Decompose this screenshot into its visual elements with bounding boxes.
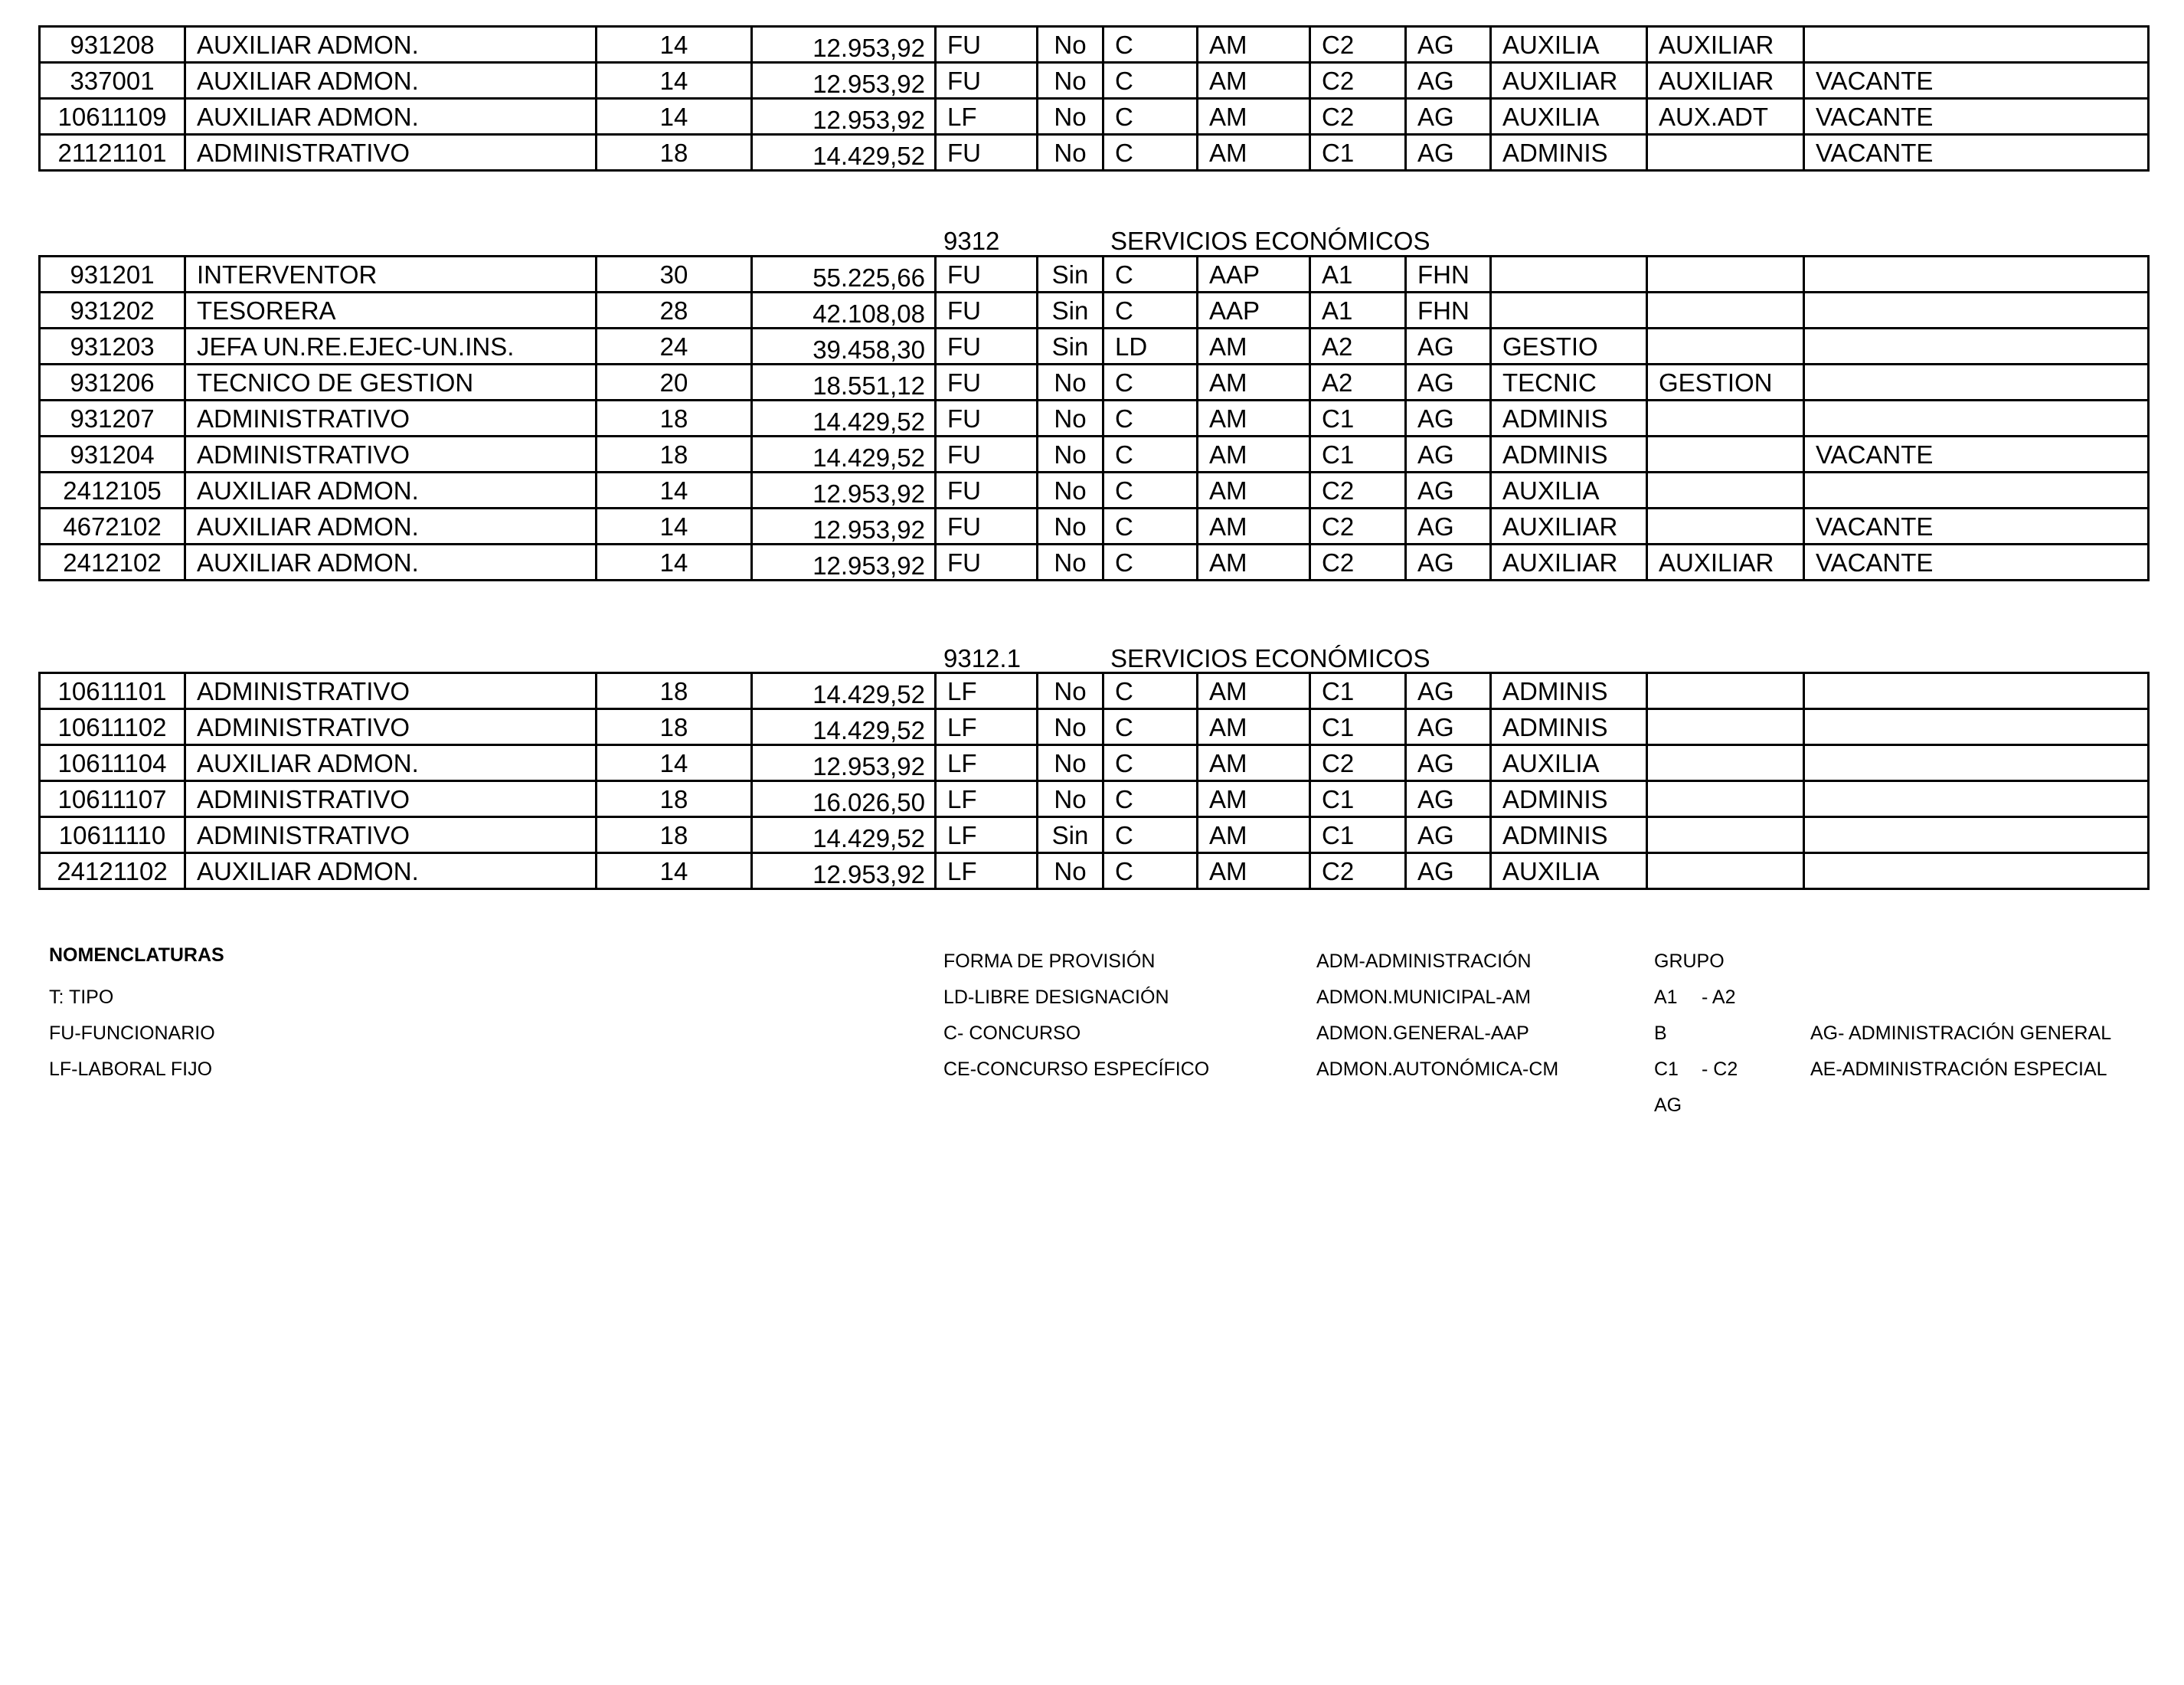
subescala-cell: AUXILIAR: [1491, 63, 1647, 99]
legend-provision-ld: LD-LIBRE DESIGNACIÓN: [943, 986, 1169, 1008]
annual-amount-cell: 14.429,52: [752, 401, 936, 437]
administracion-cell: AM: [1198, 329, 1310, 365]
tipo-cell: LF: [936, 745, 1038, 781]
tipo-cell: FU: [936, 401, 1038, 437]
legend-tipo-lf: LF-LABORAL FIJO: [49, 1058, 213, 1080]
subescala-cell: [1491, 257, 1647, 293]
section-number: 9312: [943, 227, 1000, 255]
administracion-cell: AM: [1198, 27, 1310, 63]
legend-grupo-ag: AG: [1654, 1094, 1682, 1116]
annual-amount-cell: 12.953,92: [752, 745, 936, 781]
administracion-cell: AM: [1198, 817, 1310, 853]
clase-cell: [1647, 745, 1804, 781]
position-code-cell: 10611102: [40, 709, 185, 745]
legend-adm-am: ADMON.MUNICIPAL-AM: [1316, 986, 1532, 1008]
escala-cell: AG: [1406, 853, 1491, 889]
grupo-cell: C2: [1310, 745, 1406, 781]
position-code-cell: 2412105: [40, 473, 185, 509]
escala-cell: AG: [1406, 473, 1491, 509]
annual-amount-cell: 18.551,12: [752, 365, 936, 401]
extra-cell: Sin: [1038, 293, 1103, 329]
escala-cell: AG: [1406, 709, 1491, 745]
clase-cell: AUXILIAR: [1647, 545, 1804, 581]
tipo-cell: LF: [936, 709, 1038, 745]
escala-cell: AG: [1406, 99, 1491, 135]
section-number: 9312.1: [943, 644, 1021, 672]
table-row: [40, 293, 2149, 329]
legend-adm-cm: ADMON.AUTONÓMICA-CM: [1316, 1058, 1559, 1080]
tipo-cell: FU: [936, 509, 1038, 545]
level-cell: 14: [597, 99, 752, 135]
grupo-cell: C1: [1310, 673, 1406, 709]
extra-cell: No: [1038, 545, 1103, 581]
extra-cell: No: [1038, 135, 1103, 171]
clase-cell: [1647, 853, 1804, 889]
legend-tipo-fu: FU-FUNCIONARIO: [49, 1022, 215, 1044]
extra-cell: Sin: [1038, 329, 1103, 365]
position-name-cell: JEFA UN.RE.EJEC-UN.INS.: [185, 329, 597, 365]
extra-cell: No: [1038, 63, 1103, 99]
position-name-cell: AUXILIAR ADMON.: [185, 27, 597, 63]
administracion-cell: AAP: [1198, 257, 1310, 293]
position-code-cell: 21121101: [40, 135, 185, 171]
table-row: [40, 135, 2149, 171]
escala-cell: AG: [1406, 401, 1491, 437]
provision-cell: C: [1103, 545, 1198, 581]
subescala-cell: AUXILIA: [1491, 99, 1647, 135]
clase-cell: [1647, 135, 1804, 171]
escala-cell: AG: [1406, 781, 1491, 817]
administracion-cell: AM: [1198, 709, 1310, 745]
administracion-cell: AM: [1198, 437, 1310, 473]
positions-table-9312-1: [38, 672, 2150, 890]
table-row: [40, 63, 2149, 99]
grupo-cell: C2: [1310, 509, 1406, 545]
administracion-cell: AM: [1198, 673, 1310, 709]
grupo-cell: C1: [1310, 135, 1406, 171]
table-row: [40, 745, 2149, 781]
tipo-cell: FU: [936, 365, 1038, 401]
grupo-cell: C2: [1310, 63, 1406, 99]
clase-cell: [1647, 709, 1804, 745]
position-name-cell: ADMINISTRATIVO: [185, 437, 597, 473]
provision-cell: C: [1103, 437, 1198, 473]
escala-cell: AG: [1406, 27, 1491, 63]
clase-cell: AUXILIAR: [1647, 27, 1804, 63]
provision-cell: C: [1103, 817, 1198, 853]
legend-grupo-title: GRUPO: [1654, 950, 1725, 972]
level-cell: 18: [597, 401, 752, 437]
extra-cell: No: [1038, 673, 1103, 709]
position-code-cell: 10611109: [40, 99, 185, 135]
status-cell: [1804, 709, 2149, 745]
legend-escala-ag: AG- ADMINISTRACIÓN GENERAL: [1810, 1022, 2112, 1044]
subescala-cell: ADMINIS: [1491, 401, 1647, 437]
tipo-cell: LF: [936, 673, 1038, 709]
annual-amount-cell: 42.108,08: [752, 293, 936, 329]
provision-cell: C: [1103, 673, 1198, 709]
legend-grupo-c2: - C2: [1702, 1058, 1738, 1080]
legend-provision-ce: CE-CONCURSO ESPECÍFICO: [943, 1058, 1210, 1080]
status-cell: VACANTE: [1804, 63, 2149, 99]
provision-cell: C: [1103, 99, 1198, 135]
administracion-cell: AM: [1198, 401, 1310, 437]
annual-amount-cell: 12.953,92: [752, 473, 936, 509]
table-row: [40, 365, 2149, 401]
position-code-cell: 931206: [40, 365, 185, 401]
grupo-cell: A1: [1310, 293, 1406, 329]
subescala-cell: AUXILIA: [1491, 27, 1647, 63]
grupo-cell: A2: [1310, 365, 1406, 401]
legend-grupo-a1: A1: [1654, 986, 1678, 1008]
clase-cell: [1647, 437, 1804, 473]
legend-grupo-b: B: [1654, 1022, 1667, 1044]
level-cell: 14: [597, 853, 752, 889]
escala-cell: FHN: [1406, 293, 1491, 329]
legend-provision-c: C- CONCURSO: [943, 1022, 1081, 1044]
provision-cell: C: [1103, 257, 1198, 293]
clase-cell: [1647, 329, 1804, 365]
provision-cell: C: [1103, 853, 1198, 889]
grupo-cell: C1: [1310, 437, 1406, 473]
legend-grupo-a2: - A2: [1702, 986, 1736, 1008]
grupo-cell: C2: [1310, 853, 1406, 889]
table-row: [40, 853, 2149, 889]
administracion-cell: AM: [1198, 135, 1310, 171]
escala-cell: AG: [1406, 817, 1491, 853]
extra-cell: No: [1038, 745, 1103, 781]
table-row: [40, 329, 2149, 365]
tipo-cell: FU: [936, 437, 1038, 473]
level-cell: 30: [597, 257, 752, 293]
annual-amount-cell: 14.429,52: [752, 817, 936, 853]
level-cell: 18: [597, 817, 752, 853]
level-cell: 14: [597, 545, 752, 581]
clase-cell: AUX.ADT: [1647, 99, 1804, 135]
legend-grupo-c1: C1: [1654, 1058, 1679, 1080]
table-row: [40, 437, 2149, 473]
position-code-cell: 931203: [40, 329, 185, 365]
status-cell: VACANTE: [1804, 509, 2149, 545]
level-cell: 14: [597, 27, 752, 63]
position-code-cell: 931204: [40, 437, 185, 473]
extra-cell: Sin: [1038, 817, 1103, 853]
provision-cell: C: [1103, 401, 1198, 437]
table-row: [40, 545, 2149, 581]
grupo-cell: C2: [1310, 473, 1406, 509]
subescala-cell: ADMINIS: [1491, 135, 1647, 171]
extra-cell: No: [1038, 781, 1103, 817]
level-cell: 28: [597, 293, 752, 329]
annual-amount-cell: 14.429,52: [752, 673, 936, 709]
annual-amount-cell: 55.225,66: [752, 257, 936, 293]
position-name-cell: ADMINISTRATIVO: [185, 817, 597, 853]
escala-cell: AG: [1406, 745, 1491, 781]
status-cell: VACANTE: [1804, 437, 2149, 473]
extra-cell: No: [1038, 709, 1103, 745]
subescala-cell: AUXILIAR: [1491, 545, 1647, 581]
provision-cell: LD: [1103, 329, 1198, 365]
administracion-cell: AM: [1198, 545, 1310, 581]
annual-amount-cell: 14.429,52: [752, 437, 936, 473]
escala-cell: AG: [1406, 509, 1491, 545]
grupo-cell: C2: [1310, 27, 1406, 63]
clase-cell: [1647, 817, 1804, 853]
level-cell: 18: [597, 437, 752, 473]
legend-adm-title: ADM-ADMINISTRACIÓN: [1316, 950, 1532, 972]
position-name-cell: AUXILIAR ADMON.: [185, 473, 597, 509]
provision-cell: C: [1103, 135, 1198, 171]
level-cell: 18: [597, 781, 752, 817]
position-code-cell: 10611104: [40, 745, 185, 781]
position-code-cell: 337001: [40, 63, 185, 99]
tipo-cell: FU: [936, 473, 1038, 509]
subescala-cell: TECNIC: [1491, 365, 1647, 401]
provision-cell: C: [1103, 293, 1198, 329]
clase-cell: [1647, 673, 1804, 709]
provision-cell: C: [1103, 781, 1198, 817]
position-code-cell: 2412102: [40, 545, 185, 581]
subescala-cell: ADMINIS: [1491, 817, 1647, 853]
provision-cell: C: [1103, 745, 1198, 781]
extra-cell: No: [1038, 853, 1103, 889]
grupo-cell: C1: [1310, 781, 1406, 817]
annual-amount-cell: 12.953,92: [752, 63, 936, 99]
positions-table-9312: [38, 255, 2150, 581]
clase-cell: [1647, 509, 1804, 545]
position-name-cell: TECNICO DE GESTION: [185, 365, 597, 401]
clase-cell: AUXILIAR: [1647, 63, 1804, 99]
status-cell: [1804, 293, 2149, 329]
grupo-cell: C1: [1310, 817, 1406, 853]
administracion-cell: AM: [1198, 473, 1310, 509]
position-name-cell: AUXILIAR ADMON.: [185, 853, 597, 889]
administracion-cell: AM: [1198, 365, 1310, 401]
position-code-cell: 24121102: [40, 853, 185, 889]
provision-cell: C: [1103, 509, 1198, 545]
extra-cell: No: [1038, 365, 1103, 401]
status-cell: [1804, 673, 2149, 709]
annual-amount-cell: 12.953,92: [752, 545, 936, 581]
position-name-cell: INTERVENTOR: [185, 257, 597, 293]
escala-cell: AG: [1406, 63, 1491, 99]
section-title: SERVICIOS ECONÓMICOS: [1110, 644, 1430, 672]
provision-cell: C: [1103, 365, 1198, 401]
level-cell: 18: [597, 709, 752, 745]
level-cell: 14: [597, 745, 752, 781]
table-row: [40, 473, 2149, 509]
clase-cell: [1647, 781, 1804, 817]
table-row: [40, 99, 2149, 135]
table-row: [40, 257, 2149, 293]
tipo-cell: FU: [936, 27, 1038, 63]
administracion-cell: AM: [1198, 745, 1310, 781]
level-cell: 18: [597, 135, 752, 171]
extra-cell: No: [1038, 473, 1103, 509]
clase-cell: [1647, 257, 1804, 293]
position-code-cell: 931201: [40, 257, 185, 293]
position-name-cell: AUXILIAR ADMON.: [185, 545, 597, 581]
level-cell: 14: [597, 473, 752, 509]
escala-cell: AG: [1406, 365, 1491, 401]
status-cell: [1804, 781, 2149, 817]
provision-cell: C: [1103, 709, 1198, 745]
grupo-cell: C1: [1310, 401, 1406, 437]
status-cell: [1804, 401, 2149, 437]
legend-provision-title: FORMA DE PROVISIÓN: [943, 950, 1156, 972]
escala-cell: AG: [1406, 135, 1491, 171]
grupo-cell: C1: [1310, 709, 1406, 745]
annual-amount-cell: 12.953,92: [752, 99, 936, 135]
grupo-cell: A1: [1310, 257, 1406, 293]
annual-amount-cell: 14.429,52: [752, 709, 936, 745]
position-code-cell: 931208: [40, 27, 185, 63]
tipo-cell: FU: [936, 329, 1038, 365]
position-code-cell: 10611110: [40, 817, 185, 853]
status-cell: VACANTE: [1804, 545, 2149, 581]
subescala-cell: ADMINIS: [1491, 781, 1647, 817]
position-code-cell: 931207: [40, 401, 185, 437]
legend-tipo-title: T: TIPO: [49, 986, 114, 1008]
table-row: [40, 27, 2149, 63]
status-cell: VACANTE: [1804, 135, 2149, 171]
status-cell: VACANTE: [1804, 99, 2149, 135]
position-name-cell: AUXILIAR ADMON.: [185, 99, 597, 135]
clase-cell: [1647, 401, 1804, 437]
position-name-cell: ADMINISTRATIVO: [185, 135, 597, 171]
tipo-cell: FU: [936, 293, 1038, 329]
tipo-cell: FU: [936, 545, 1038, 581]
administracion-cell: AM: [1198, 99, 1310, 135]
administracion-cell: AAP: [1198, 293, 1310, 329]
administracion-cell: AM: [1198, 853, 1310, 889]
escala-cell: FHN: [1406, 257, 1491, 293]
annual-amount-cell: 14.429,52: [752, 135, 936, 171]
extra-cell: No: [1038, 27, 1103, 63]
position-code-cell: 931202: [40, 293, 185, 329]
table-row: [40, 509, 2149, 545]
annual-amount-cell: 12.953,92: [752, 509, 936, 545]
annual-amount-cell: 12.953,92: [752, 853, 936, 889]
clase-cell: [1647, 293, 1804, 329]
legend-title: NOMENCLATURAS: [49, 944, 224, 966]
tipo-cell: FU: [936, 257, 1038, 293]
table-row: [40, 709, 2149, 745]
status-cell: [1804, 473, 2149, 509]
annual-amount-cell: 39.458,30: [752, 329, 936, 365]
status-cell: [1804, 853, 2149, 889]
tipo-cell: LF: [936, 781, 1038, 817]
table-row: [40, 673, 2149, 709]
extra-cell: No: [1038, 99, 1103, 135]
section-title: SERVICIOS ECONÓMICOS: [1110, 227, 1430, 255]
annual-amount-cell: 12.953,92: [752, 27, 936, 63]
status-cell: [1804, 365, 2149, 401]
escala-cell: AG: [1406, 437, 1491, 473]
position-name-cell: AUXILIAR ADMON.: [185, 509, 597, 545]
extra-cell: No: [1038, 509, 1103, 545]
administracion-cell: AM: [1198, 63, 1310, 99]
grupo-cell: C2: [1310, 99, 1406, 135]
subescala-cell: AUXILIA: [1491, 745, 1647, 781]
administracion-cell: AM: [1198, 509, 1310, 545]
status-cell: [1804, 817, 2149, 853]
status-cell: [1804, 329, 2149, 365]
provision-cell: C: [1103, 63, 1198, 99]
clase-cell: [1647, 473, 1804, 509]
provision-cell: C: [1103, 473, 1198, 509]
position-name-cell: AUXILIAR ADMON.: [185, 745, 597, 781]
grupo-cell: A2: [1310, 329, 1406, 365]
table-row: [40, 817, 2149, 853]
tipo-cell: FU: [936, 63, 1038, 99]
subescala-cell: AUXILIA: [1491, 853, 1647, 889]
tipo-cell: LF: [936, 817, 1038, 853]
level-cell: 14: [597, 63, 752, 99]
escala-cell: AG: [1406, 545, 1491, 581]
position-name-cell: AUXILIAR ADMON.: [185, 63, 597, 99]
tipo-cell: LF: [936, 99, 1038, 135]
tipo-cell: FU: [936, 135, 1038, 171]
level-cell: 20: [597, 365, 752, 401]
grupo-cell: C2: [1310, 545, 1406, 581]
level-cell: 24: [597, 329, 752, 365]
legend-adm-aap: ADMON.GENERAL-AAP: [1316, 1022, 1529, 1044]
subescala-cell: ADMINIS: [1491, 709, 1647, 745]
position-code-cell: 10611101: [40, 673, 185, 709]
subescala-cell: GESTIO: [1491, 329, 1647, 365]
escala-cell: AG: [1406, 329, 1491, 365]
subescala-cell: AUXILIAR: [1491, 509, 1647, 545]
position-code-cell: 10611107: [40, 781, 185, 817]
status-cell: [1804, 27, 2149, 63]
escala-cell: AG: [1406, 673, 1491, 709]
table-row: [40, 401, 2149, 437]
tipo-cell: LF: [936, 853, 1038, 889]
position-name-cell: TESORERA: [185, 293, 597, 329]
annual-amount-cell: 16.026,50: [752, 781, 936, 817]
extra-cell: No: [1038, 401, 1103, 437]
extra-cell: Sin: [1038, 257, 1103, 293]
level-cell: 14: [597, 509, 752, 545]
position-name-cell: ADMINISTRATIVO: [185, 709, 597, 745]
level-cell: 18: [597, 673, 752, 709]
status-cell: [1804, 745, 2149, 781]
subescala-cell: ADMINIS: [1491, 673, 1647, 709]
administracion-cell: AM: [1198, 781, 1310, 817]
extra-cell: No: [1038, 437, 1103, 473]
position-name-cell: ADMINISTRATIVO: [185, 673, 597, 709]
position-code-cell: 4672102: [40, 509, 185, 545]
provision-cell: C: [1103, 27, 1198, 63]
position-name-cell: ADMINISTRATIVO: [185, 401, 597, 437]
position-name-cell: ADMINISTRATIVO: [185, 781, 597, 817]
subescala-cell: AUXILIA: [1491, 473, 1647, 509]
subescala-cell: [1491, 293, 1647, 329]
positions-table-continued: [38, 25, 2150, 172]
subescala-cell: ADMINIS: [1491, 437, 1647, 473]
status-cell: [1804, 257, 2149, 293]
legend-escala-ae: AE-ADMINISTRACIÓN ESPECIAL: [1810, 1058, 2107, 1080]
clase-cell: GESTION: [1647, 365, 1804, 401]
table-row: [40, 781, 2149, 817]
